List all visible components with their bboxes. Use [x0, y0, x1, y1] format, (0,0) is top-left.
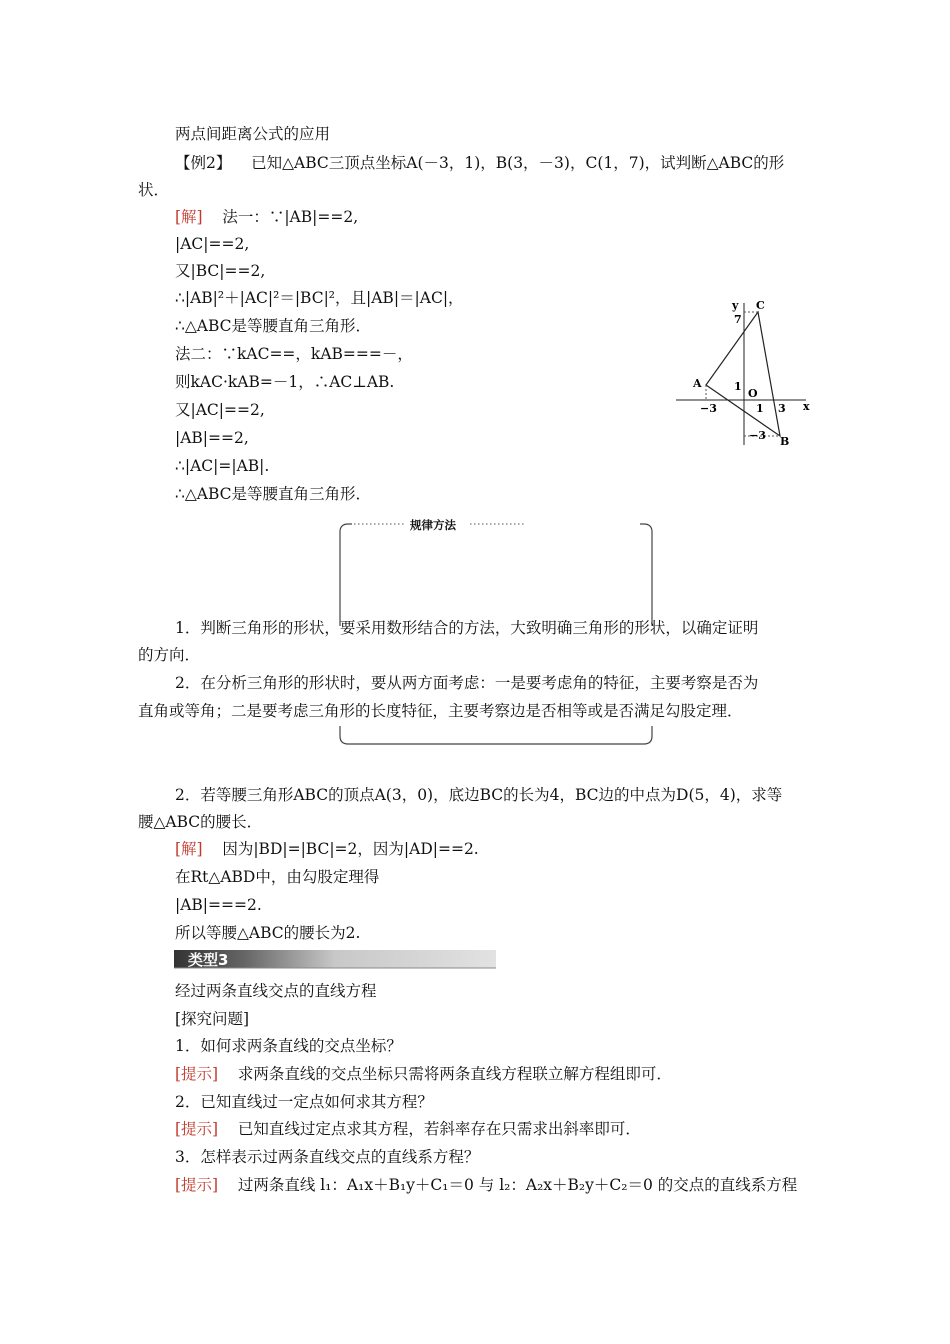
solution-line: 因为|BD|=|BC|=2，因为|AD|==2.: [222, 840, 479, 858]
example-text-cont: 状．: [138, 181, 170, 199]
hint-tag: [提示]: [175, 1065, 219, 1083]
solution-line: 又|AC|==2,: [175, 401, 265, 419]
example-heading: [175, 153, 784, 173]
method-item1: 1．判断三角形的形状，要采用数形结合的方法，大致明确三角形的形状，以确定证明: [175, 619, 759, 637]
exercise2-text-cont: 腰△ABC的腰长．: [138, 813, 263, 831]
x-axis-label: x: [803, 400, 810, 413]
solution-line: 在Rt△ABD中，由勾股定理得: [175, 868, 380, 886]
method-item1-cont: 的方向．: [138, 646, 201, 664]
solution-line: ∴△ABC是等腰直角三角形．: [175, 485, 372, 503]
exercise2-text: 2．若等腰三角形ABC的顶点A(3，0)，底边BC的长为4，BC边的中点为D(5，4)，求等: [175, 786, 783, 804]
tick-label: −3: [700, 402, 717, 415]
vertex-b-label: B: [780, 435, 790, 448]
hint-3: [175, 1175, 797, 1195]
hint-1: [175, 1064, 672, 1084]
example-text: 已知△ABC三顶点坐标A(－3，1)，B(3，－3)，C(1，7)，试判断△ABC的形: [251, 154, 785, 172]
solution-tag: [解]: [175, 840, 203, 858]
triangle-figure: [676, 295, 816, 451]
solution-line: 法一：∵|AB|==2,: [222, 208, 359, 226]
example-tag: 【例2】: [175, 154, 232, 172]
solution-line: 法二：∵kAC==，kAB===－，: [175, 345, 413, 363]
solution-line: |AC|==2,: [175, 235, 250, 253]
solution1-first: [175, 207, 358, 227]
hint-text: 已知直线过定点求其方程，若斜率存在只需求出斜率即可．: [237, 1120, 641, 1138]
method-item2: 2．在分析三角形的形状时，要从两方面考虑：一是要考虑角的特征，主要考察是否为: [175, 674, 759, 692]
method-item2-cont: 直角或等角；二是要考虑三角形的长度特征，主要考察边是否相等或是否满足勾股定理．: [138, 702, 743, 720]
type3-banner: [174, 948, 496, 970]
method-box-frame: [338, 518, 654, 628]
solution-line: |AB|==2,: [175, 429, 249, 447]
solution-line: ∴|AB|²＋|AC|²＝|BC|²，且|AB|＝|AC|，: [175, 289, 464, 307]
vertex-c-label: C: [756, 299, 765, 312]
solution-line: ∴△ABC是等腰直角三角形．: [175, 317, 372, 335]
tick-label: −3: [749, 429, 766, 442]
solution-tag: [解]: [175, 208, 203, 226]
solution-line: 又|BC|==2,: [175, 262, 266, 280]
question-1: 1．如何求两条直线的交点坐标？: [175, 1037, 402, 1055]
tick-label: 7: [734, 313, 742, 326]
solution-line: ∴|AC|=|AB|.: [175, 457, 270, 475]
type3-banner-label: 类型3: [188, 951, 229, 969]
origin-label: O: [748, 387, 758, 400]
hint-tag: [提示]: [175, 1120, 219, 1138]
vertex-a-label: A: [693, 377, 702, 390]
hint-text: 过两条直线 l₁：A₁x＋B₁y＋C₁＝0 与 l₂：A₂x＋B₂y＋C₂＝0 的交点的直线系方程: [237, 1176, 798, 1194]
method-box-title: 规律方法: [410, 518, 456, 532]
hint-2: [175, 1119, 641, 1139]
hint-tag: [提示]: [175, 1176, 219, 1194]
tick-label: 1: [734, 380, 742, 393]
question-2: 2．已知直线过一定点如何求其方程？: [175, 1093, 433, 1111]
solution2-first: [175, 839, 479, 859]
triangle-abc: [706, 312, 780, 436]
solution-line: 则kAC·kAB=－1，∴AC⊥AB.: [175, 373, 395, 391]
tick-label: 3: [778, 402, 786, 415]
section-title: 两点间距离公式的应用: [175, 125, 331, 143]
question-3: 3．怎样表示过两条直线交点的直线系方程？: [175, 1148, 480, 1166]
explore-heading: [探究问题]: [175, 1010, 250, 1028]
hint-text: 求两条直线的交点坐标只需将两条直线方程联立解方程组即可．: [237, 1065, 672, 1083]
type3-title: 经过两条直线交点的直线方程: [175, 982, 377, 1000]
solution-line: |AB|===2.: [175, 896, 262, 914]
y-axis-label: y: [732, 299, 739, 312]
solution-line: 所以等腰△ABC的腰长为2.: [175, 924, 361, 942]
method-box-bottom-frame: [338, 724, 654, 748]
tick-label: 1: [756, 402, 764, 415]
